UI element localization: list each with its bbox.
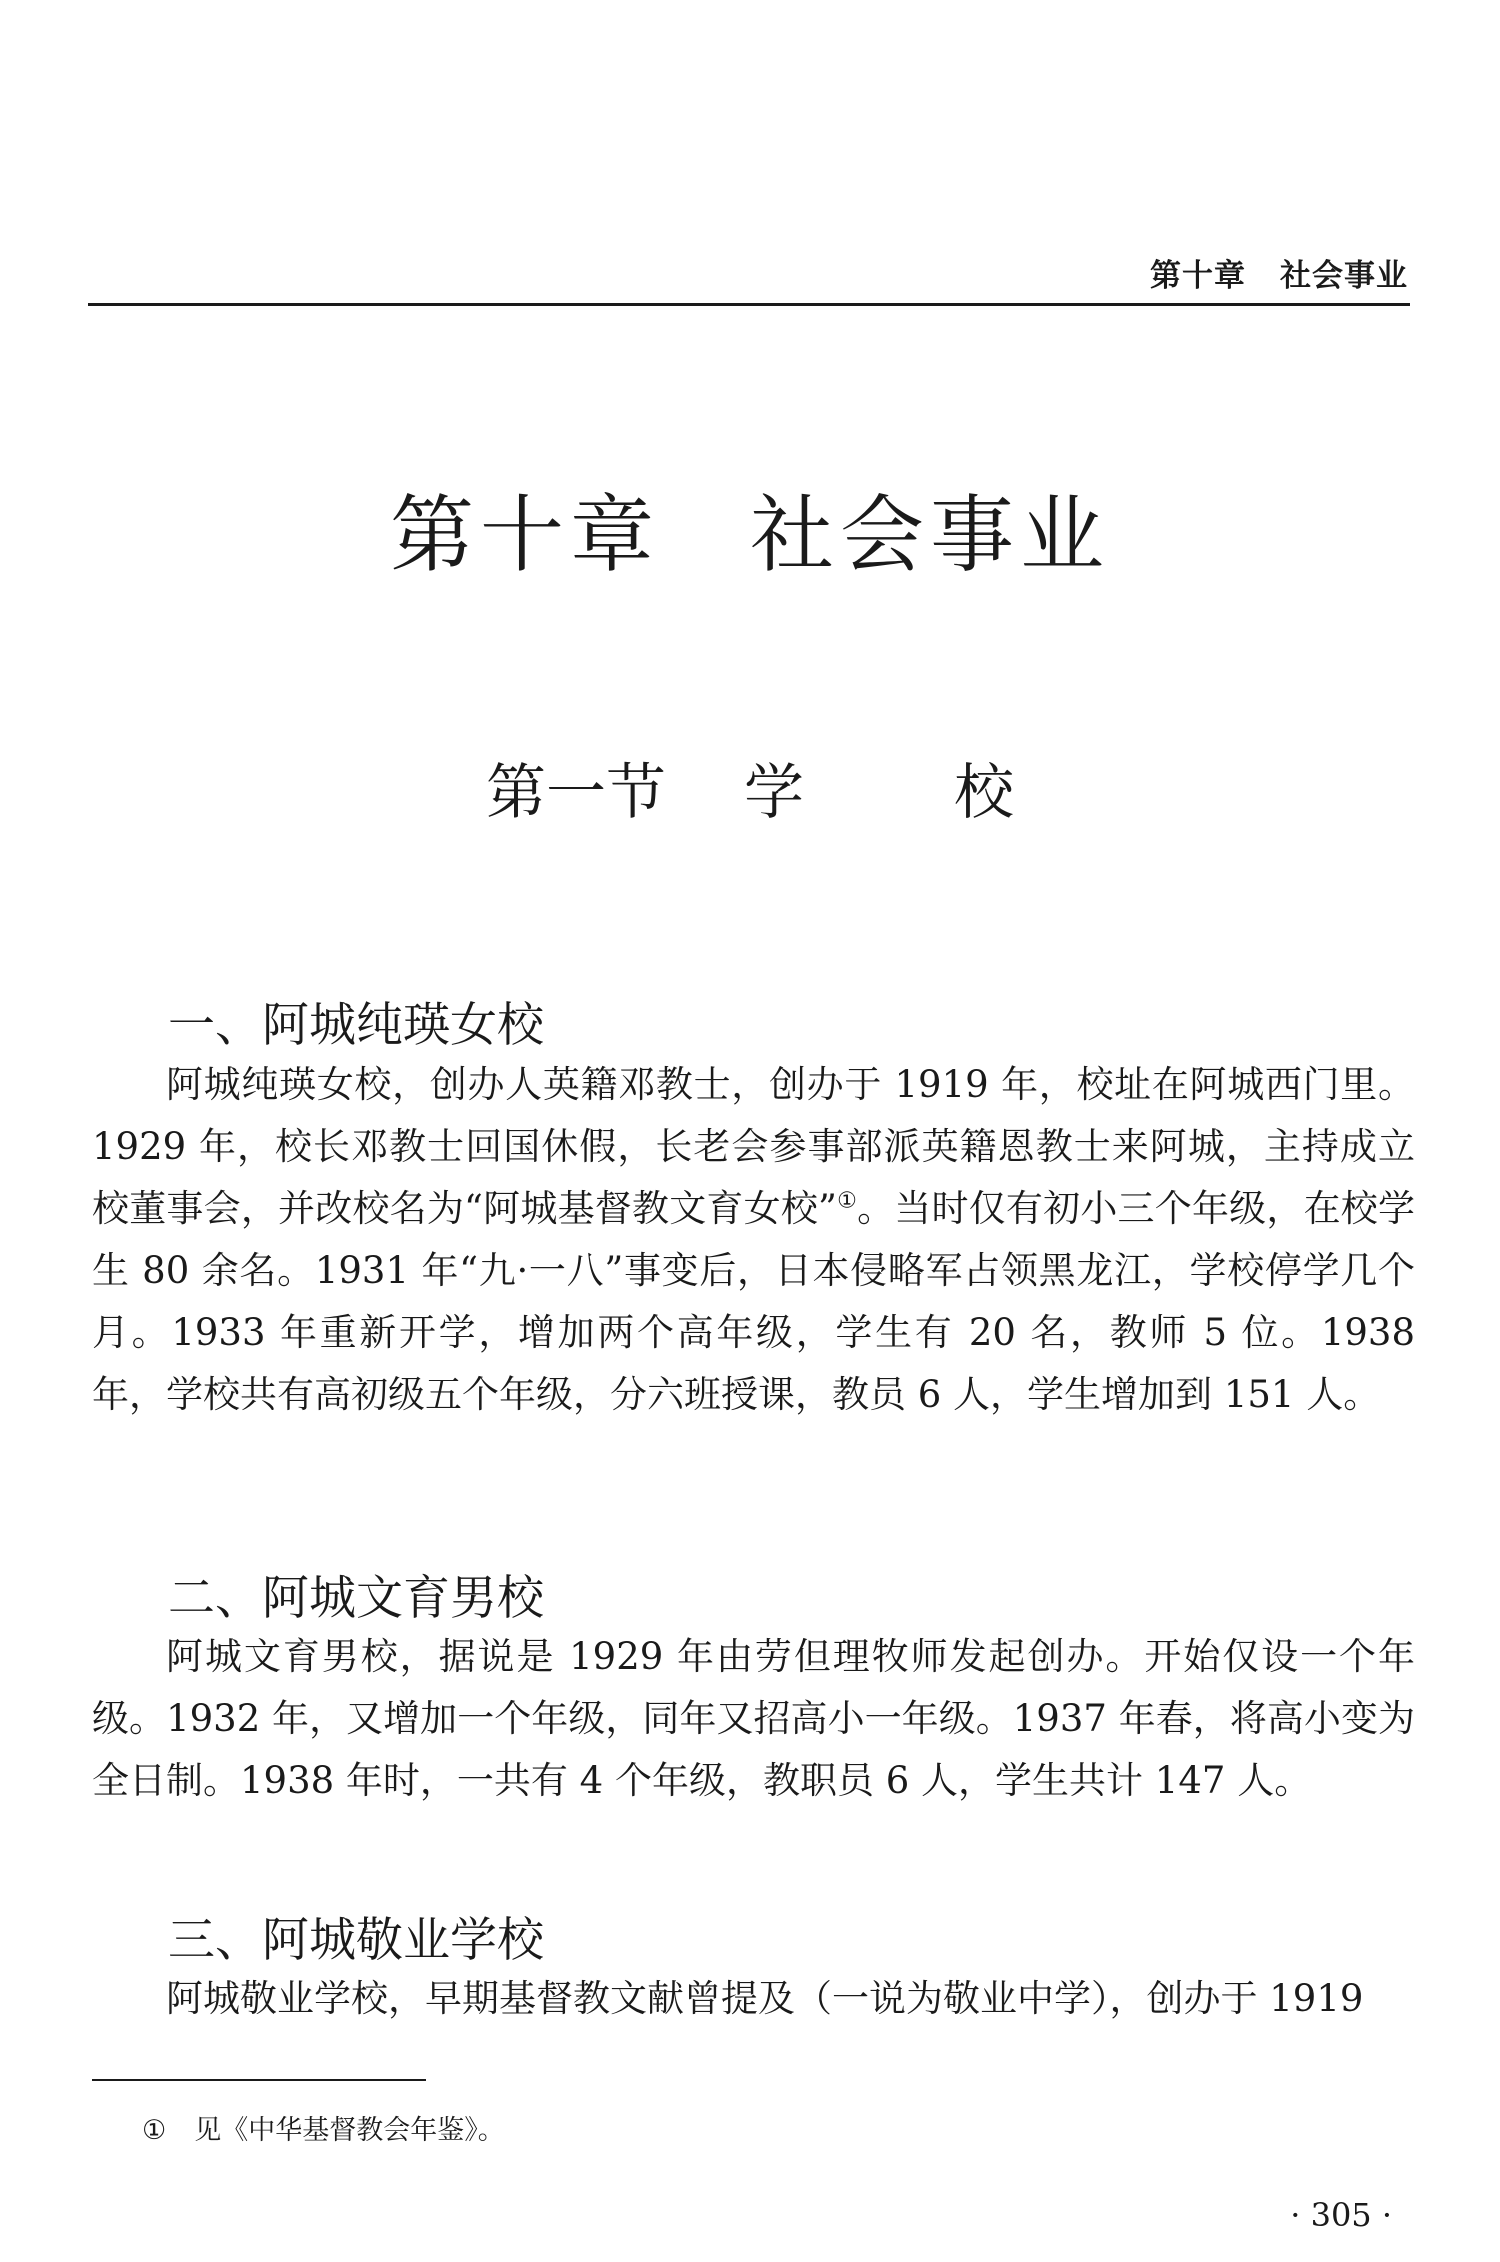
footnote [142,2108,505,2147]
section-name-part2: 校 [954,758,1014,828]
section-title [0,745,1500,831]
subsection-body-2: 阿城文育男校，据说是 1929 年由劳但理牧师发起创办。开始仅设一个年级。1932 年，又增加一个年级，同年又招高小一年级。1937 年春，将高小变为全日制。1938 年时，一共有 4 个年级，教职员 6 人，学生共计 147 人。 [92,1635,1415,1802]
footnote-rule [92,2079,426,2081]
running-header-chapter: 第十章 [1150,258,1246,294]
subsection-heading-2: 二、阿城文育男校 [168,1571,544,1626]
subsection-body-3: 阿城敬业学校，早期基督教文献曾提及（一说为敬业中学），创办于 1919 [166,1977,1364,2020]
chapter-name: 社会事业 [750,486,1111,584]
footnote-mark: ① [142,2115,167,2146]
header-rule [88,303,1410,306]
section-name-part1: 学 [744,758,804,828]
section-number: 第一节 [486,758,666,828]
footnote-reference: ① [836,1188,858,1214]
subsection-body-1-text-a: 阿城纯瑛女校，创办人英籍邓教士，创办于 1919 年，校址在阿城西门里。1929 年，校长邓教士回国休假，长老会参事部派英籍恩教士来阿城，主持成立校董事会，并改校名为“阿城基督教文育女校” [92,1063,1415,1230]
chapter-title [0,468,1500,589]
running-header [1150,250,1408,295]
page-number: · 305 · [1290,2196,1392,2234]
footnote-text: 见《中华基督教会年鉴》。 [194,2115,505,2146]
subsection-heading-3: 三、阿城敬业学校 [168,1913,544,1968]
running-header-topic: 社会事业 [1280,258,1408,294]
subsection-heading-1: 一、阿城纯瑛女校 [168,998,544,1053]
chapter-number: 第十章 [389,486,660,584]
subsection-body-1 [92,1054,1415,1426]
subsection-body-1-text-b: 。当时仅有初小三个年级，在校学生 80 余名。1931 年“九·一八”事变后，日本侵略军占领黑龙江，学校停学几个月。1933 年重新开学，增加两个高年级，学生有 20 名，教师 5 位。1938 年，学校共有高初级五个年级，分六班授课，教员 6 人，学生增加到 151 人。 [92,1187,1415,1416]
